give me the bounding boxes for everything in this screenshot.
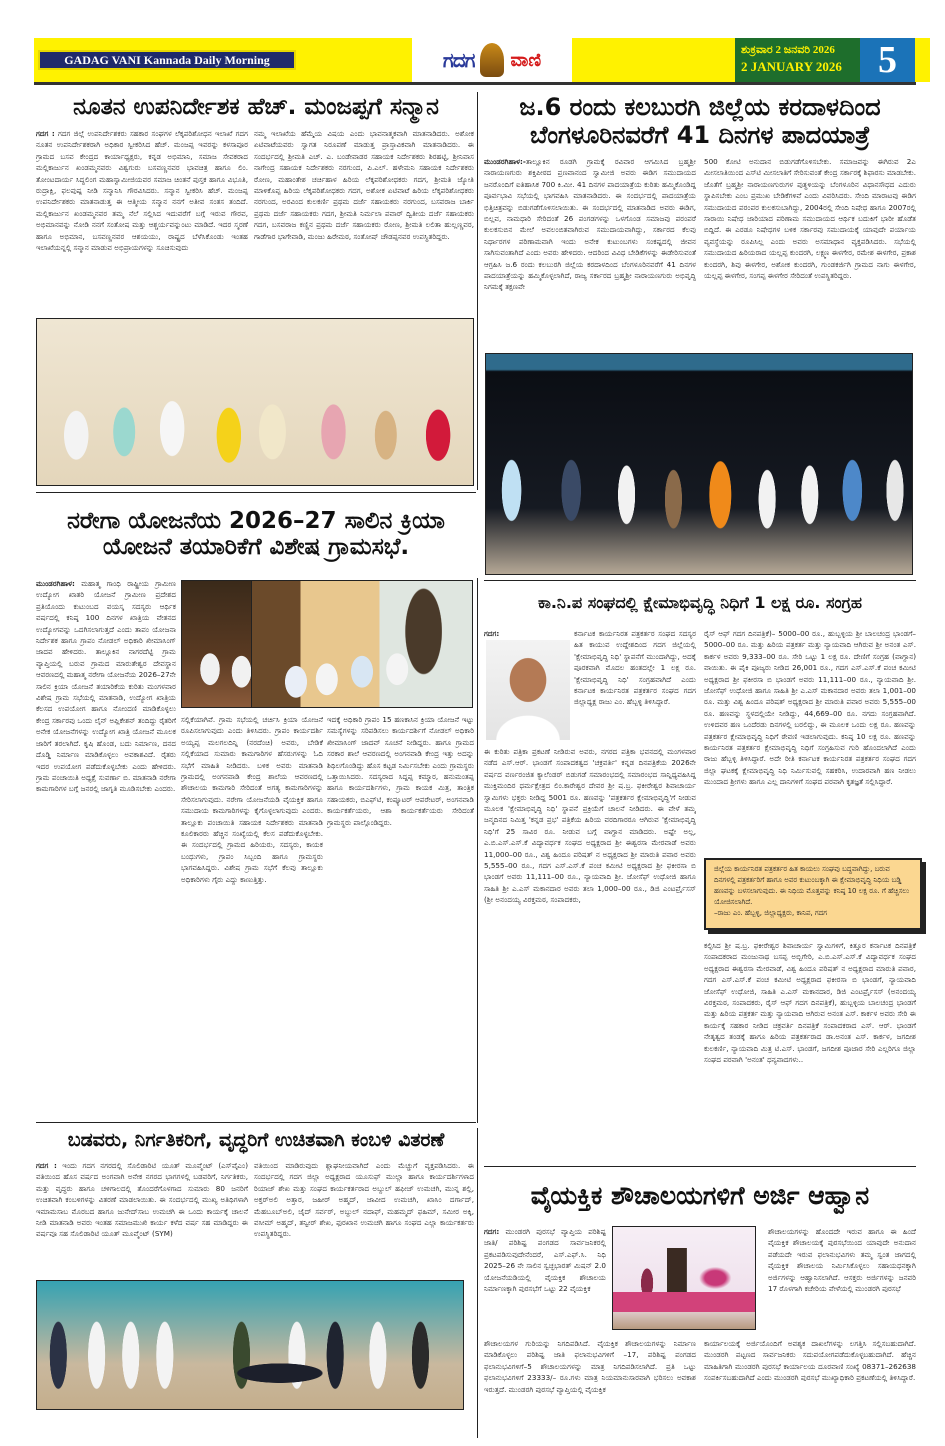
gramasabha-photo <box>181 580 253 708</box>
headline-line: ಬೆಂಗಳೂರಿನವರೆಗೆ 41 ದಿನಗಳ ಪಾದಯಾತ್ರೆ <box>530 120 870 149</box>
masthead-rule <box>34 82 916 85</box>
issue-date <box>735 38 860 82</box>
section-divider <box>484 580 916 581</box>
headline-narega <box>36 508 476 561</box>
padayatra-photo <box>485 353 913 575</box>
article-body-column <box>36 1160 248 1270</box>
pull-quote-box <box>704 858 922 930</box>
dateline: ಮುಂಡರಗಿಹಾಳ:- <box>484 157 526 166</box>
article-text: ತಾಲ್ಲೂಕಿನ ರೂಡಗಿ ಗ್ರಾಮಕ್ಕೆ ರವಿವಾರ ಆಗಮಿಸಿದ ಬ್ರಹ್ಮಶ್ರೀ ನಾರಾಯಣಗುರು ಶಕ್ತಿಪೀಠದ ಪ್ರಣವಾನಂದ ಸ್ವಾಮೀಜಿ ಅವರು ಈಡಿಗ ಸಮುದಾಯದ ಜನರೊಂದಿಗೆ ಐತಿಹಾಸಿಕ 700 ಕಿ.ಮೀ. 41 ದಿನಗಳ ಪಾದಯಾತ್ರೆಯ ಕುರಿತು ಹಮ್ಮಿಕೊಂಡಿದ್ದ ಪೂರ್ವಭಾವಿ ಸಭೆಯಲ್ಲಿ ಭಾಗವಹಿಸಿ ಮಾತನಾಡಿದರು. ಈ ಸಂದರ್ಭದಲ್ಲಿ ಪಾದಯಾತ್ರೆಯ ಭಿತ್ತಿಚಿತ್ರವನ್ನು ಬಿಡುಗಡೆಗೊಳಿಸಲಾಯಿತು. ಈ ಸಂದರ್ಭದಲ್ಲಿ ಮಾತನಾಡಿದ ಅವರು ಈಡಿಗ, ಬಿಲ್ಲವ, ನಾಮಧಾರಿ ಸೇರಿದಂತೆ 26 ಪಂಗಡಗಳನ್ನು ಒಳಗೊಂಡ ಸಮಾಜವು ಪರಂಪರೆ ಕುಲಕಸುಬಿನ ಮೇಲೆ ಅವಲಂಬಿತವಾಗಿರುವ ಸಮುದಾಯವಾಗಿದ್ದು, ಸರ್ಕಾರದ ಕೆಲವು ನಿರ್ಧಾರಗಳ ಪರಿಣಾಮವಾಗಿ ಇಂದು ಅನೇಕ ಕುಟುಂಬಗಳು ಸಂಕಷ್ಟದಲ್ಲಿ ಜೀವನ ಸಾಗಿಸುವಂತಾಗಿದೆ ಎಂದು ಅವರು ಹೇಳಿದರು. ಆದರಿಂದ ವಿವಿಧ ಬೇಡಿಕೆಗಳನ್ನು ಈಡೇರಿಸುವಂತೆ ಆಗ್ರಹಿಸಿ ಜ.6 ರಂದು ಕಲಬುರಗಿ ಜಿಲ್ಲೆಯ ಕರದಾಳದಿಂದ ಬೆಂಗಳೂರಿನವರೆಗೆ 41 ದಿನಗಳ ಪಾದಯಾತ್ರೆಯನ್ನು ಹಮ್ಮಿಕೊಳ್ಳಲಾಗಿದೆ, ರಾಜ್ಯ ಸರ್ಕಾರದ ಬ್ರಹ್ಮಶ್ರೀ ನಾರಾಯಣಗುರು ಅಭಿವೃದ್ಧಿ ನಿಗಮಕ್ಕೆ ತಕ್ಷಣವೇ <box>484 157 696 292</box>
logo-text-left: ಗದಗ <box>442 48 475 72</box>
headline-welfare-fund: ಕಾ.ನಿ.ಪ ಸಂಘದಲ್ಲಿ ಕ್ಷೇಮಾಭಿವೃದ್ಧಿ ನಿಧಿಗೆ 1 ಲಕ್ಷ ರೂ. ಸಂಗ್ರಹ <box>538 593 862 612</box>
article-body-column: ಈ ಕುರಿತು ಪತ್ರಿಕಾ ಪ್ರಕಟಣೆ ನೀಡಿರುವ ಅವರು, ನಗರದ ಪತ್ರಿಕಾ ಭವನದಲ್ಲಿ ಮಂಗಳವಾರ ನಡೆದ ಎಸ್.ಆರ್. ಭಾಂಡಗೆ ಸಂಪಾದಕತ್ವದ 'ಚಕ್ರವರ್ತಿ' ಕನ್ನಡ ದಿನಪತ್ರಿಕೆಯ 2026ನೇ ವರ್ಷದ ವರ್ಣರಂಜಿತ ಕ್ಯಾಲೆಂಡರ್ ಬಿಡುಗಡೆ ಸಮಾರಂಭದಲ್ಲಿ ಸಮಾರಂಭದ ಸಾನ್ನಿಧ್ಯವಹಿಸಿದ್ದ ಮುಕ್ತಿಮಂದಿರ ಧರ್ಮಕ್ಷೇತ್ರದ ಲಿಂ.ಕಾರೇಶ್ವರ ದೇವರ ಶ್ರೀ ಷ.ಬ್ರ. ಫಕೀರೇಶ್ವರ ಶಿವಾಚಾರ್ಯ ಸ್ವಾಮಿಗಳು ಭಕ್ತರು ನೀಡಿದ್ದ 5001 ರೂ. ಹಣವನ್ನು 'ಪತ್ರಕರ್ತರ ಕ್ಷೇಮಾಭಿವೃದ್ಧಿ'ಗೆ ನೀಡುವ ಮೂಲಕ 'ಕ್ಷೇಮಾಭಿವೃದ್ಧಿ ನಿಧಿ' ಸ್ಥಾಪನೆ ಪ್ರಕ್ರಿಯೆಗೆ ಚಾಲನೆ ನೀಡಿದರು. ಈ ವೇಳೆ ತಮ್ಮ ಜನ್ಮದಿನದ ನಿಮಿತ್ತ 'ಕನ್ನಡ ಪ್ರಭ' ಪತ್ರಿಕೆಯ ಹಿರಿಯ ವರದಿಗಾರರೂ ಆಗಿರುವ 'ಕ್ಷೇಮಾಭಿವೃದ್ಧಿ ನಿಧಿ'ಗೆ 25 ಸಾವಿರ ರೂ. ನೀಡುವ ಬಗ್ಗೆ ವಾಗ್ದಾನ ಮಾಡಿದರು. ಅಷ್ಟೇ ಅಲ್ಲ, ಎ.ಬಿ.ಎಸ್.ಎಸ್.ಕೆ ವಿದ್ಯಾವರ್ಧಕ ಸಂಘದ ಅಧ್ಯಕ್ಷರಾದ ಶ್ರೀ ಈಶ್ವರಸಾ ಮೇರವಾಡೆ ಅವರು 11,000–00 ರೂ., ವಿಶ್ವ ಹಿಂದೂ ಪರಿಷತ್ ನ ಅಧ್ಯಕ್ಷರಾದ ಶ್ರೀ ಮಾರುತಿ ಪವಾರ ಅವರು 5,555–00 ರೂ., ಗದಗ ಎಸ್.ಎಸ್.ಕೆ ಪಂಚ ಕಮೀಟಿ ಅಧ್ಯಕ್ಷರಾದ ಶ್ರೀ ಫಕೀರಸಾ ಬಿ ಭಾಂಡಗೆ ಅವರು 11,111–00 ರೂ., ನ್ಯಾಯವಾದಿ ಶ್ರೀ. ಜೋಸೆಫ್ ಉಧೋಜಿ ಹಾಗೂ ಸಾಹಿತಿ ಶ್ರೀ ಎ.ಎಸ್ ಮಕಾನದಾರ ಅವರು ತಲಾ 1,000–00 ರೂ., ಡಿಜಿ ಎಂಟರ್ಪ್ರೈಸಸ್ (ಶ್ರೀ ಅನಂದಯ್ಯ ವಿರಕ್ತಮಠ, ಸಂಪಾದಕರು, <box>484 747 696 905</box>
statue-icon <box>480 43 504 77</box>
article-body-column: ಸಲ್ಲಿಕೆಯಾಗಿವೆ. ಗ್ರಾಮ ಸಭೆಯಲ್ಲಿ ಚರ್ಚಿಸಿ ಕ್ರಿಯಾ ಯೋಜನೆ ರೂಪಿಸಲಾಗುವುದು ಎಂದು ತಿಳಿಸಿದರು. ಗ್ರಾಪಂ ಕಾರ್ಯದರ್ಶಿ ಅಯ್ಯಪ್ಪ ಮಲಗಲದಿನ್ನಿ (ನರದೆಂಚಿ) ಅವರು, ಬೇಡಿಕೆ ಸಲ್ಲಿಕೆಯಾದ ಸುಮಾರು ಕಾಮಗಾರಿಗಳ ಹೆಸರುಗಳನ್ನು ಓದಿ ಸಭೆಗೆ ಮಾಹಿತಿ ನೀಡಿದರು. ಬಳಿಕ ಅವರು ಮಾತನಾಡಿ ಗ್ರಾಮದಲ್ಲಿ ಅಂಗನವಾಡಿ ಕೇಂದ್ರ ಶಾಲೆಯ ಆವರಣದಲ್ಲಿ ಶೌಚಾಲಯ ಕಾಮಗಾರಿ ಸೇರಿದಂತೆ ಅಗತ್ಯ ಕಾಮಗಾರಿಗಳನ್ನು ಸೇರಿಸಲಾಗುವುದು. ನರೇಗಾ ಯೋಜನೆಯಡಿ ವೈಯಕ್ತಿಕ ಹಾಗೂ ಸಮುದಾಯ ಕಾಮಗಾರಿಗಳನ್ನು ಕೈಗೊಳ್ಳಲಾಗುವುದು ಎಂದರು. ತಾಲ್ಲೂಕು ಪಂಚಾಯಿತಿ ಸಹಾಯಕ ನಿರ್ದೇಶಕರು ಮಾತನಾಡಿ ಕೂಲಿಕಾರರು ಹೆಚ್ಚಿನ ಸಂಖ್ಯೆಯಲ್ಲಿ ಕೆಲಸ ಪಡೆದುಕೊಳ್ಳಬೇಕು. ಈ ಸಂದರ್ಭದಲ್ಲಿ ಗ್ರಾಮದ ಹಿರಿಯರು, ಸದಸ್ಯರು, ಕಾಯಕ ಬಂಧುಗಳು, ಗ್ರಾಪಂ ಸಿಬ್ಬಂದಿ ಹಾಗೂ ಗ್ರಾಮಸ್ಥರು ಭಾಗವಹಿಸಿದ್ದರು. ವಿಶೇಷ ಗ್ರಾಮ ಸಭೆಗೆ ಕೆಲವು ತಾಲ್ಲೂಕು ಅಧಿಕಾರಿಗಳು ಗೈರು ಎದ್ದು ಕಾಣುತ್ತಿತ್ತು. <box>181 715 323 884</box>
date-kannada: ಶುಕ್ರವಾರ 2 ಜನವರಿ 2026 <box>741 44 835 56</box>
column-divider <box>477 92 478 490</box>
article-body-column: ಕಲ್ಪಿಸಿದ ಶ್ರೀ ಷ.ಬ್ರ. ಫಕೀರೇಶ್ವರ ಶಿವಾಚಾರ್ಯ ಸ್ವಾಮಿಗಳಿಗೆ, ಕಿತ್ತೂರ ಕರ್ನಾಟಕ ದಿನಪತ್ರಿಕೆ ಸಂಪಾದಕರಾದ ಮಂಜುನಾಥ ಬಸಪ್ಪ ಅಬ್ಬಿಗೇರಿ, ಎ.ಬಿ.ಎಸ್.ಎಸ್.ಕೆ ವಿದ್ಯಾವರ್ಧಕ ಸಂಘದ ಅಧ್ಯಕ್ಷರಾದ ಈಶ್ವರಸಾ ಮೇರವಾಡೆ, ವಿಶ್ವ ಹಿಂದೂ ಪರಿಷತ್ ನ ಅಧ್ಯಕ್ಷರಾದ ಮಾರುತಿ ಪವಾರ, ಗದಗ ಎಸ್.ಎಸ್.ಕೆ ಪಂಚ ಕಮೀಟಿ ಅಧ್ಯಕ್ಷರಾದ ಫಕೀರಸಾ ಬಿ ಭಾಂಡಗೆ, ನ್ಯಾಯವಾದಿ ಜೋಸೆಫ್ ಉಧೋಜಿ, ಸಾಹಿತಿ ಎ.ಎಸ್ ಮಕಾನದಾರ, ಡಿಜಿ ಎಂಟರ್ಪ್ರೈಸಸ್ (ಅನಂದಯ್ಯ ವಿರಕ್ತಮಠ, ಸಂಪಾದಕರು, ರೈಸ್ ಆಫ್ ಗದಗ ದಿನಪತ್ರಿಕೆ), ಹುಬ್ಬಳ್ಳಿಯ ಬಾಲಚಂದ್ರ ಭಾಂಡಗೆ ಮತ್ತು ಹಿರಿಯ ಪತ್ರಕರ್ತ ಮತ್ತು ನ್ಯಾಯವಾದಿ ಆಗಿರುವ ಅನಂತ ಎಸ್. ಕಾರ್ಕಳ ಅವರು ಸೇರಿ ಈ ಕಾರ್ಯಕ್ಕೆ ಸಹಕಾರ ನೀಡಿದ ಚಕ್ರವರ್ತಿ ದಿನಪತ್ರಿಕೆ ಸಂಪಾದಕರಾದ ಎಸ್. ಆರ್. ಭಾಂಡಗೆ ನೇತೃತ್ವದ ತಂಡಕ್ಕೆ ಹಾಗೂ ಹಿರಿಯ ಪತ್ರಕರ್ತರಾದ ಡಾ.ಅನಂತ ಎಸ್. ಕಾರ್ಕಳ, ಜಗದೀಶ ಕುಲಕರ್ಣಿ, ನ್ಯಾಯವಾದಿ ಮಿತ್ರ ಟಿ.ಎಸ್. ಭಾಂಡಗೆ, ಜಗದೀಶ ಪೂಜಾರ ಸೇರಿ ಎಲ್ಲರಿಗೂ ಜಿಲ್ಲಾ ಸಂಘದ ಪರವಾಗಿ 'ಅನಂತ' ಧನ್ಯವಾದಗಳು.. <box>704 941 916 1065</box>
headline-felicitation: ನೂತನ ಉಪನಿರ್ದೇಶಕ ಹೆಚ್. ಮಂಜಪ್ಪಗೆ ಸನ್ಮಾನ <box>73 94 439 120</box>
section-divider <box>484 1166 916 1167</box>
edition-label: GADAG VANI Kannada Daily Morning <box>38 50 296 70</box>
headline-blankets: ಬಡವರು, ನಿರ್ಗತಿಕರಿಗೆ, ವೃದ್ಧರಿಗೆ ಉಚಿತವಾಗಿ ಕಂಬಳಿ ವಿತರಣೆ <box>67 1129 445 1151</box>
article-body-column: ಕಾರ್ಯಾಲಯಕ್ಕೆ ಅರ್ಜಿಯೊಂದಿಗೆ ಅವಶ್ಯಕ ದಾಖಲೆಗಳನ್ನು ಲಗತ್ತಿಸಿ ಸಲ್ಲಿಸಬಹುದಾಗಿದೆ. ಮುಂಡರಗಿ ಪಟ್ಟಣದ ಸಾರ್ವಜನಿಕರು ಸದುಪಯೋಗಪಡೆದುಕೊಳ್ಳಬಹುದಾಗಿದೆ. ಹೆಚ್ಚಿನ ಮಾಹಿತಿಗಾಗಿ ಮುಂಡರಗಿ ಪುರಸಭೆ ಕಾರ್ಯಾಲಯ ದೂರವಾಣಿ ಸಂಖ್ಯೆ 08371–262638 ಸಂಪರ್ಕಿಸಬಹುದಾಗಿದೆ ಎಂದು ಮುಂಡರಗಿ ಪುರಸಭೆ ಮುಖ್ಯಾಧಿಕಾರಿ ಪ್ರಕಟಣೆಯಲ್ಲಿ ತಿಳಿಸಿದ್ದಾರೆ. <box>704 1339 916 1383</box>
article-body-column: ವತಿಯಿಂದ ಮಾಡಿರುವುದು ಶ್ಲಾಘನೀಯವಾಗಿದೆ ಎಂದು ಮೆಚ್ಚುಗೆ ವ್ಯಕ್ತಪಡಿಸಿದರು. ಈ ಸಂದರ್ಭದಲ್ಲಿ ಗದಗ ಜಿಲ್ಲಾ ಅಧ್ಯಕ್ಷರಾದ ಯೂಸುಫ್ ಮುಲ್ಲಾ ಹಾಗೂ ಕಾರ್ಯದರ್ಶಿಗಳಾದ ರಿಯಾಜ್ ಶೇಖ ಮತ್ತು ಸಂಘದ ಕಾರ್ಯಕರ್ತರಾದ ಅಬ್ದುಲ್ ಹಫೀಜ್ ಉಮಚಗಿ, ಮುನ್ನ ಶಲ್ಲಿ, ಅಕ್ತರ್‌ಅಲಿ ಅತ್ತಾರ, ಜಹೀರ್ ಅಹ್ಮದ್, ಜಾವೀದ ಉಮಚಗಿ, ಖಾಸಿಂ ದರ್ಗಾದ್, ಮೆಹಬೂಬ್‌ಅಲಿ, ಜೈದ್ ಸರ್ವರ್, ಅಬ್ದುಲ್ ನದಾಫ್, ಮಹಮ್ಮದ್ ಫಹಿಮ್, ಸಮೀರ ಅಕ್ಕಿ, ವಸೀಮ್ ಅಹ್ಮದ್, ತನ್ವೀರ್ ಶೇಖ, ಫುರಖಾನ ಉಮಚಗಿ ಹಾಗೂ ಸಂಘದ ಎಲ್ಲಾ ಕಾರ್ಯಕರ್ತರು ಉಪಸ್ಥಿತರಿದ್ದರು. <box>254 1161 474 1239</box>
headline-line: ಯೋಜನೆ ತಯಾರಿಕೆಗೆ ವಿಶೇಷ ಗ್ರಾಮಸಭೆ. <box>102 534 410 561</box>
article-text: ಮಹಾತ್ಮ ಗಾಂಧಿ ರಾಷ್ಟ್ರೀಯ ಗ್ರಾಮೀಣ ಉದ್ಯೋಗ ಖಾತರಿ ಯೋಜನೆ ಗ್ರಾಮೀಣ ಪ್ರದೇಶದ ಪ್ರತಿಯೊಂದು ಕುಟುಂಬದ ವಯಸ್ಕ ಸದಸ್ಯರು ಆರ್ಥಿಕ ವರ್ಷದಲ್ಲಿ ಕನಿಷ್ಠ 100 ದಿನಗಳ ಖಾತ್ರಿಯ ವೇತನದ ಉದ್ಯೋಗವನ್ನು ಒದಗಿಸಲಾಗುತ್ತದೆ ಎಂದು ತಾಪಂ ಯೋಜನಾ ನಿರ್ದೇಶಕ ಹಾಗೂ ಗ್ರಾಪಂ ನೋಡಲ್ ಅಧಿಕಾರಿ ಖೀಮಾಸಿಂಗ್ ಜಾದವ ಹೇಳಿದರು. ತಾಲ್ಲೂಕಿನ ನಾಗರದೆಟ್ಟಿ ಗ್ರಾಮ ವ್ಯಾಪ್ತಿಯಲ್ಲಿ ಬರುವ ಗ್ರಾಮದ ಮಾರುತೇಶ್ವರ ದೇವಸ್ಥಾನ ಆವರಣದಲ್ಲಿ ಮಹಾತ್ಮ ನರೇಗಾ ಯೋಜನೆಯ 2026–27ನೇ ಸಾಲಿನ ಕ್ರಿಯಾ ಯೋಜನೆ ತಯಾರಿಕೆಯ ಕುರಿತು ಮಂಗಳವಾರ ವಿಶೇಷ ಗ್ರಾಮ ಸಭೆಯಲ್ಲಿ ಮಾತನಾಡಿ, ಉದ್ಯೋಗ ಖಾತ್ರಿಯ ಕೆಲಸದ ಉಪಯೋಗ ಹಾಗೂ ನೋಂದಣಿ ಮಾಡಿಕೊಳ್ಳಲು ಕೇಂದ್ರ ಸರ್ಕಾರವು ಒಂದು ಲೈನ್ ಅಪ್ಲಿಕೇಶನ್ ತಂದಿದ್ದು ರೈತರಿಗೆ ಅನೇಕ ಯೋಜನೆಗಳನ್ನು ಉದ್ಯೋಗ ಖಾತ್ರಿ ಯೋಜನೆ ಮೂಲಕ ಜಾರಿಗೆ ತರಲಾಗಿದೆ. ಕೃಷಿ ಹೊಂಡ, ಬದು ನಿರ್ಮಾಣ, ದನದ ದೊಡ್ಡಿ ನಿರ್ಮಾಣ ಮಾಡಿಕೊಳ್ಳಲು ಅವಕಾಶವಿದೆ. ರೈತರು ಇದರ ಉಪಯೋಗ ಪಡೆದುಕೊಳ್ಳಬೇಕು ಎಂದು ಹೇಳಿದರು. ಗ್ರಾಮ ಪಂಚಾಯಿತಿ ಅಧ್ಯಕ್ಷೆ ಸುವರ್ಣಾ ಬಿ. ಮಾತನಾಡಿ ನರೇಗಾ ಕಾಮಗಾರಿಗಳ ಬಗ್ಗೆ ಜನರಲ್ಲಿ ಜಾಗೃತಿ ಮೂಡಿಸಬೇಕು ಎಂದರು. <box>36 579 176 794</box>
dateline: ಗದಗ: <box>484 629 500 638</box>
article-body-column: ಇದಕ್ಕೆ ಅಧಿಕಾರಿ ಗ್ರಾಪಂ 15 ಹಣಕಾಸಿನ ಕ್ರಿಯಾ ಯೋಜನೆ ಇಟ್ಟು ಸಮಸ್ಯೆಗಳನ್ನು ಸರಿಪಡಿಸಲು ಕಾರ್ಯದರ್ಶಿಗೆ ನೋಡಲ್ ಅಧಿಕಾರಿ ಖೀಮಾಸಿಂಗ್ ಜಾದವ್ ಸೂಚನೆ ನೀಡಿದ್ದರು. ಹಾಗೂ ಗ್ರಾಮದ ಸರಕಾರ ಶಾಲೆ ಆವರಣದಲ್ಲಿ ಅಂಗನವಾಡಿ ಕೇಂದ್ರ ಇತ್ತು ಅದನ್ನು ಶಿಥಿಲಗೊಂಡಿದ್ದು ಹೊಸ ಕಟ್ಟಡ ನಿರ್ಮಿಸಬೇಕು ಎಂದು ಗ್ರಾಮಸ್ಥರು ಒತ್ತಾಯಿಸಿದರು. ಸದಸ್ಯರಾದ ಸಿದ್ದಪ್ಪ ಕಮ್ಮಾರ, ಹನುಮಂತಪ್ಪ ಹಾಗೂ ಕಾರ್ಯದರ್ಶಿಗಳು, ಗ್ರಾಮ ಕಾಯಕ ಮಿತ್ರ, ತಾಂತ್ರಿಕ ಸಹಾಯಕರು, ಬಿಎಫ್‌ಟಿ, ಕಂಪ್ಯೂಟರ್ ಆಪರೇಟರ್, ಅಂಗನವಾಡಿ ಕಾರ್ಯಕರ್ತೆಯರು, ಆಶಾ ಕಾರ್ಯಕರ್ತೆಯರು ಸೇರಿದಂತೆ ಗ್ರಾಮಸ್ಥರು ಪಾಲ್ಗೊಂಡಿದ್ದರು. <box>327 715 474 827</box>
article-text: ಗದಗ ಜಿಲ್ಲೆ ಉಪನಿರ್ದೇಶಕರು ಸಹಕಾರ ಸಂಘಗಳ ಲೆಕ್ಕಪರಿಶೋಧನ ಇಲಾಖೆ ಗದಗ ನೂತನ ಉಪನಿರ್ದೇಶಕರಾಗಿ ಅಧಿಕಾರ ಸ್ವೀಕರಿಸಿದ ಹೆಚ್. ಮಂಜಪ್ಪ ಇವರನ್ನು ಕಳಸಾಪೂರ ಗ್ರಾಮದ ಬಸವ ಕೇಂದ್ರದ ಕಾರ್ಯಾಧ್ಯಕ್ಷರು, ಕನ್ನಡ ಅಭಿಮಾನಿ, ಸಮಾಜ ಸೇವಕರಾದ ಮಲ್ಲಿಕಾರ್ಜುನ ಖಂಡಮ್ಮನವರು ವಿಶ್ವಗುರು ಬಸವಣ್ಣನವರ ಭಾವಚಿತ್ರ ಹಾಗೂ ಲಿಂ. ತೋಂಟದಾರ್ಯ ಸಿದ್ಧಲಿಂಗ ಮಹಾಸ್ವಾಮೀಜಿಯವರ ಸಮಾಜ ಚಿಂತನೆ ಪುಸ್ತಕ ಹಾಗೂ ವಿಭೂತಿ, ರುದ್ರಾಕ್ಷಿ, ಫಲಪುಷ್ಪ ನೀಡಿ ಸನ್ಮಾನಿಸಿ ಗೌರವಿಸಿದರು. ಸನ್ಮಾನ ಸ್ವೀಕರಿಸಿ ಹೆಚ್. ಮಂಜಪ್ಪ ಉಪನಿರ್ದೇಶಕರು ಮಾತನಾಡುತ್ತ ಈ ಆತ್ಮೀಯ ಸನ್ಮಾನ ನನಗೆ ಅತೀವ ಸಂತಸ ತಂದಿದೆ. ಮಲ್ಲಿಕಾರ್ಜುನ ಖಂಡಮ್ಮನವರ ತಮ್ಮ ನೆಲೆ ಸಲ್ಲಿಸಿದ ಇದುವರೆಗೆ ಬಗ್ಗೆ ಇರುವ ಗೌರವ, ಅಭಿಮಾನವನ್ನು ನೋಡಿ ನನಗೆ ಸಂತೋಷ ಮತ್ತು ಆಶ್ಚರ್ಯವನ್ನುಂಟು ಮಾಡಿದೆ. ಇದರ ಸ್ಮರಣೆ ಹಾಗೂ ಅಭಿಮಾನ, ಬಸವಣ್ಣನವರ ಆಶಯಯು, ರಾಷ್ಟ್ರದ ಬೆಳೆಸಿಕೊಂಡು ಇಂತಹ ಇಲಾಖೆಯನ್ನಲ್ಲಿ ಸನ್ಮಾನ ಮಾಡುವ ಅಭಿಪ್ರಾಯಗಳನ್ನು ಸೂಚಿಸುವುದು <box>36 129 248 253</box>
article-text: ಮುಂಡರಗಿ ಪುರಸಭೆ ವ್ಯಾಪ್ತಿಯ ಪರಿಶಿಷ್ಟ ಜಾತಿ/ ಪರಿಶಿಷ್ಟ ಪಂಗಡದ ಸಾರ್ವಜನಿಕರಲ್ಲಿ ಪ್ರಕಟಪಡಿಸುವುದೇನೆಂದರೆ, ಎಸ್.ಎಫ್.ಸಿ. ನಿಧಿ 2025–26 ನೇ ಸಾಲಿನ ಸ್ವಚ್ಛಭಾರತ್ ಮಿಷನ್ 2.0 ಯೋಜನೆಯಡಿಯಲ್ಲಿ ವೈಯಕ್ತಿಕ ಶೌಚಾಲಯ ನಿರ್ಮಾಣಕ್ಕಾಗಿ ಪುರಸಭೆಗೆ ಒಟ್ಟು 22 ವೈಯಕ್ತಿಕ <box>484 1227 606 1294</box>
article-body-column <box>484 156 696 346</box>
article-body-column: ನಮ್ಮ ಇಲಾಖೆಯ ಹೆಮ್ಮೆಯ ವಿಷಯ ಎಂದು ಭಾವನಾತ್ಮಕವಾಗಿ ಮಾತನಾಡಿದರು. ಅಶೋಕ ಏಟಿವಾಟೆಯವರು ಸ್ವಾಗತ ನಿರೂಪಣೆ ಮಾಡುತ್ತ ಪ್ರಾಸ್ತಾವಿಕವಾಗಿ ಮಾತನಾಡಿದರು. ಈ ಸಂದರ್ಭದಲ್ಲಿ ಶ್ರೀಮತಿ ಎಚ್. ಎ. ಬಂಡೇವಾಡರ ಸಹಾಯಕ ನಿರ್ದೇಶಕರು ಶಿರಹಟ್ಟಿ, ಶ್ರೀನಿವಾಸ ನಾಗೇಂದ್ರ ಸಹಾಯಕ ನಿರ್ದೇಶಕರು ನರಗುಂದ, ಪಿ.ಎಲ್. ಹಳೇಮನಿ ಸಹಾಯಕ ನಿರ್ದೇಶಕರು ರೋಣ, ಮಹಾಂತೇಶ ಚರ್ಚಿಹಾಳ ಹಿರಿಯ ಲೆಕ್ಕಪರಿಶೋಧಕರು ಗದಗ, ಶ್ರೀಮತಿ ಜ್ಯೋತಿ ಮಾಳಿಕೊಪ್ಪ ಹಿರಿಯ ಲೆಕ್ಕಪರಿಶೋಧಕರು ಗದಗ, ಅಶೋಕ ಏಟಿವಾಟೆ ಹಿರಿಯ ಲೆಕ್ಕಪರಿಶೋಧಕರು ನರಗುಂದ, ಅರವಿಂದ ಕುಲಕರ್ಣಿ ಪ್ರಥಮ ದರ್ಜೆ ಸಹಾಯಕರು ನರಗುಂದ, ಬಸವರಾಜ ಬಾರ್ಕಿ ಪ್ರಥಮ ದರ್ಜೆ ಸಹಾಯಕರು ಗದಗ, ಶ್ರೀಮತಿ ನಿರ್ಮಲಾ ಪವಾರ್ ದ್ವಿತೀಯ ದರ್ಜೆ ಸಹಾಯಕರು ಗದಗ, ಬಸವರಾಜ ಕಣ್ಣಿನ ಪ್ರಥಮ ದರ್ಜೆ ಸಹಾಯಕರು ರೋಣ, ಶ್ರೀಮತಿ ಲಲಿತಾ ಹುಲ್ಲಣ್ಣವರ, ಗಾಡೆಗಾರ ಭಾಗೇವಾಡಿ, ಮಂಜು ಹಿರೇಮಠ, ಸಂತೋಷ್ ಚೌಡಪ್ಪನವರ ಉಪಸ್ಥಿತರಿದ್ದರು. <box>254 129 474 241</box>
headline-toilets: ವೈಯಕ್ತಿಕ ಶೌಚಾಲಯಗಳಿಗೆ ಅರ್ಜಿ ಆಹ್ವಾನ <box>530 1181 870 1210</box>
logo-text-right: ವಾಣಿ <box>510 49 542 71</box>
section-divider <box>36 1122 476 1123</box>
pull-quote-text: ಜಿಲ್ಲೆಯ ಕಾರ್ಯನಿರತ ಪತ್ರಕರ್ತರ ಹಿತ ಕಾಯಲು ಸಂಘವು ಬದ್ಧವಾಗಿದ್ದು, ಬರುವ ದಿನಗಳಲ್ಲಿ ಪತ್ರಕರ್ತರಿಗೆ ಹಾಗೂ ಅವರ ಕುಟುಂಬಕ್ಕಾಗಿ ಈ ಕ್ಷೇಮಾಭಿವೃದ್ಧಿ ನಿಧಿಯ ಬಡ್ಡಿ ಹಣವನ್ನು ಬಳಸಲಾಗುವುದು. ಈ ನಿಧಿಯ ಮೊತ್ತವನ್ನು ಕನಿಷ್ಠ 10 ಲಕ್ಷ ರೂ. ಗೆ ಹೆಚ್ಚಿಸಲು ಯೋಜಿಸಲಾಗಿದೆ. <box>714 865 910 906</box>
gramasabha-photo <box>251 580 473 708</box>
dateline: ಗದಗ: <box>484 1227 500 1236</box>
article-text: ಇಂದು ಗದಗ ನಗರದಲ್ಲಿ ಸೊಲಿಡಾರಿಟಿ ಯೂತ್ ಮೂವ್ಮೆಂಟ್ (ಎಸ್‌ವೈಎಂ) ವತಿಯಿಂದ ಹೊಸ ವರ್ಷದ ಅಂಗವಾಗಿ ಅನೇಕ ನಗರದ ಭಾಗಗಳಲ್ಲಿ ಬಡವರಿಗೆ, ನಿರ್ಗತಿಕರು, ಮತ್ತು ವೃದ್ಧರು ಹಾಗೂ ಚಳಿಗಾಲದಲ್ಲಿ ತೊಂದರೆಗೊಳಗಾದ ಸುಮಾರು 80 ಜನರಿಗೆ ಉಚಿತವಾಗಿ ಕಂಬಳಿಗಳನ್ನು ವಿತರಣೆ ಮಾಡಲಾಯಿತು. ಈ ಸಂದರ್ಭದಲ್ಲಿ ಮುಖ್ಯ ಅತಿಥಿಗಳಾಗಿ ಇಮಾಮಸಾಬ ಮೊರಬದ ಹಾಗೂ ಜುನೇದ್‌ಸಾಬ ಉಮಚಗಿ ಈ ಒಂದು ಕಾರ್ಯಕ್ಕೆ ಚಾಲನೆ ನೀಡಿ ಮಾತನಾಡಿ ಅವರು ಇಂತಹ ಸಮಾಜಮುಖಿ ಕಾರ್ಯ ಕಳೆದ ವರ್ಷ ಸಹ ಮಾಡಿದ್ದರು ಈ ವರ್ಷವೂ ಸಹ ಸೊಲಿಡಾರಿಟಿ ಯೂತ್ ಮೂವ್ಮೆಂಟ್ (SYM) <box>36 1161 248 1239</box>
dateline: ಗದಗ : <box>36 1161 57 1170</box>
article-body-column: ಕರ್ನಾಟಕ ಕಾರ್ಯನಿರತ ಪತ್ರಕರ್ತರ ಸಂಘದ ಸದಸ್ಯರ ಹಿತ ಕಾಯುವ ಉದ್ದೇಶದಿಂದ ಗದಗ ಜಿಲ್ಲೆಯಲ್ಲಿ 'ಕ್ಷೇಮಾಭಿವೃದ್ಧಿ ನಿಧಿ' ಸ್ಥಾಪನೆಗೆ ಮುಂದಾಗಿದ್ದು, ಅದಕ್ಕೆ ಪೂರಕವಾಗಿ ಮೊದಲ ಹಂತದಲ್ಲೇ 1 ಲಕ್ಷ ರೂ. 'ಕ್ಷೇಮಾಭಿವೃದ್ಧಿ ನಿಧಿ' ಸಂಗ್ರಹವಾಗಿದೆ ಎಂದು ಕರ್ನಾಟಕ ಕಾರ್ಯನಿರತ ಪತ್ರಕರ್ತರ ಸಂಘದ ಗದಗ ಜಿಲ್ಲಾಧ್ಯಕ್ಷ ರಾಜು ಎಂ. ಹೆಬ್ಬಳ್ಳಿ ತಿಳಿಸಿದ್ದಾರೆ. <box>574 629 696 707</box>
article-body-column <box>36 128 248 314</box>
dateline: ಮುಂಡರಗಿಹಾಳ: <box>36 579 75 588</box>
article-body-column: 500 ಕೋಟಿ ಅನುದಾನ ಬಿಡುಗಡೆಗೊಳಿಸಬೇಕು. ಸಮಾಜವನ್ನು ಈಗಿರುವ 2ಎ ಮೀಸಲಾತಿಯಿಂದ ಎಸ್‌ಟಿ ಮೀಸಲಾತಿಗೆ ಸೇರಿಸುವಂತೆ ಕೇಂದ್ರ ಸರ್ಕಾರಕ್ಕೆ ಶಿಫಾರಸು ಮಾಡಬೇಕು. ಜೊತೆಗೆ ಬ್ರಹ್ಮಶ್ರೀ ನಾರಾಯಣಗುರುಗಳ ಪುತ್ಥಳಿಯನ್ನು ಬೆಂಗಳೂರಿನ ವಿಧಾನಸೌಧದ ಎದುರು ಸ್ಥಾಪಿಸಬೇಕು ಎಂಬ ಪ್ರಮುಖ ಬೇಡಿಕೆಗಳಿವೆ ಎಂದು ವಿವರಿಸಿದರು. ಸೇಂದಿ ಮಾರಾಟವು ಈಡಿಗ ಸಮುದಾಯದ ಪರಂಪರ ಕುಲಕಸುಬಾಗಿದ್ದು, 2004ರಲ್ಲಿ ಸೇಂದಿ ನಿಷೇಧ ಹಾಗೂ 2007ರಲ್ಲಿ ಸಾರಾಯಿ ನಿಷೇಧ ಜಾರಿಯಾದ ಪರಿಣಾಮ ಸಮುದಾಯದ ಆರ್ಥಿಕ ಬದುಕಿಗೆ ಭಾರೀ ಹೊಡೆತ ಬಿದ್ದಿದೆ. ಈ ಎರಡೂ ನಿಷೇಧಗಳ ಬಳಿಕ ಸರ್ಕಾರವು ಸಮುದಾಯಕ್ಕೆ ಯಾವುದೇ ಪರ್ಯಾಯ ವ್ಯವಸ್ಥೆಯನ್ನು ರೂಪಿಸಿಲ್ಲ ಎಂದು ಅವರು ಅಸಮಾಧಾನ ವ್ಯಕ್ತಪಡಿಸಿದರು. ಸಭೆಯಲ್ಲಿ ಸಮುದಾಯದ ಹಿರಿಯರಾದ ಯಲ್ಲಪ್ಪ ಕುಂದರಗಿ, ಲಕ್ಷ್ಮಣ ಈಳಗೇರ, ರಮೇಶ ಈಳಗೇರ, ಪ್ರಕಾಶ ಕುಂದರಗಿ, ಶಿವು ಈಳಗೇರ, ಅಶೋಕ ಕುಂದರಗಿ, ಗುಂಡಕರ್ಜಿಗಿ ಗ್ರಾಮದ ನಾಗು ಈಳಗೇರ, ಯಲ್ಲಪ್ಪ ಈಳಗೇರ, ಸಂಗಪ್ಪ ಈಳಗೇರ ಸೇರಿದಂತೆ ಉಪಸ್ಥಿತರಿದ್ದರು. <box>704 157 916 281</box>
dateline: ಗದಗ : <box>36 129 55 138</box>
section-divider <box>36 492 476 493</box>
headline-line: ನರೇಗಾ ಯೋಜನೆಯ 2026–27 ಸಾಲಿನ ಕ್ರಿಯಾ <box>67 508 445 534</box>
column-divider <box>477 1128 478 1438</box>
felicitation-photo <box>36 318 474 486</box>
article-body-column: ರೈಸ್ ಆಫ್ ಗದಗ ದಿನಪತ್ರಿಕೆ)– 5000–00 ರೂ., ಹುಬ್ಬಳ್ಳಿಯ ಶ್ರೀ ಬಾಲಚಂದ್ರ ಭಾಂಡಗೆ– 5000–00 ರೂ. ಮತ್ತು ಹಿರಿಯ ಪತ್ರಕರ್ತ ಮತ್ತು ನ್ಯಾಯವಾದಿ ಆಗಿರುವ ಶ್ರೀ ಅನಂತ ಎಸ್. ಕಾರ್ಕಳ ಅವರು 9,333–00 ರೂ. ಸೇರಿ ಒಟ್ಟು 1 ಲಕ್ಷ ರೂ. ದೇಣಿಗೆ ಸಂಗ್ರಹ (ವಾಗ್ದಾನ) ವಾಯಿತು. ಈ ಪೈಕಿ ಪೂಜ್ಯರು ನೀಡಿದ 26,001 ರೂ., ಗದಗ ಎಸ್.ಎಸ್.ಕೆ ಪಂಚ ಕಮೀಟಿ ಅಧ್ಯಕ್ಷರಾದ ಶ್ರೀ ಫಕೀರಸಾ ಬಿ ಭಾಂಡಗೆ ಅವರು 11,111–00 ರೂ., ನ್ಯಾಯವಾದಿ ಶ್ರೀ. ಜೋಸೆಫ್ ಉಧೋಜಿ ಹಾಗೂ ಸಾಹಿತಿ ಶ್ರೀ ಎ.ಎಸ್ ಮಕಾನದಾರ ಅವರು ತಲಾ 1,001–00 ರೂ. ಮತ್ತು ವಿಶ್ವ ಹಿಂದೂ ಪರಿಷತ್ ಅಧ್ಯಕ್ಷರಾದ ಶ್ರೀ ಮಾರುತಿ ಪವಾರ ಅವರು 5,555–00 ರೂ. ಹಣವನ್ನು ಸ್ಥಳದಲ್ಲಿಯೇ ನೀಡಿದ್ದು, 44,669–00 ರೂ. ನಗದು ಸಂಗ್ರಹವಾಗಿದೆ. ಉಳಿದವರ ಹಣ ಒಂದೆರಡು ದಿನಗಳಲ್ಲಿ ಬರಲಿದ್ದು, ಈ ಮೂಲಕ ಒಂದು ಲಕ್ಷ ರೂ. ಹಣವನ್ನು ಪತ್ರಕರ್ತರ ಕ್ಷೇಮಾಭಿವೃದ್ಧಿ ನಿಧಿಗೆ ಠೇವಣಿ ಇಡಲಾಗುವುದು. ಕನಿಷ್ಠ 10 ಲಕ್ಷ ರೂ. ಹಣವನ್ನು ಕಾರ್ಯನಿರತ ಪತ್ರಕರ್ತರ ಕ್ಷೇಮಾಭಿವೃದ್ಧಿ ನಿಧಿಗೆ ಸಂಗ್ರಹಿಸುವ ಗುರಿ ಹೊಂದಲಾಗಿದೆ ಎಂದು ರಾಜು ಹೆಬ್ಬಳ್ಳಿ ತಿಳಿಸಿದ್ದಾರೆ. ಅದೇ ರೀತಿ ಕರ್ನಾಟಕ ಕಾರ್ಯನಿರತ ಪತ್ರಕರ್ತರ ಸಂಘದ ಗದಗ ಜಿಲ್ಲಾ ಘಟಕಕ್ಕೆ ಕ್ಷೇಮಾಭಿವೃದ್ಧಿ ನಿಧಿ ನಿರ್ಮಿಸುವಲ್ಲಿ ಸಹಕರಿಸಿ, ಉದಾರವಾಗಿ ಹಣ ನೀಡಲು ಮುಂದಾದ ಶ್ರೀಗಳು ಹಾಗೂ ಎಲ್ಲ ದಾನಿಗಳಿಗೆ ಸಂಘದ ಪರವಾಗಿ ಕೃತಜ್ಞತೆ ಸಲ್ಲಿಸಿದ್ದಾರೆ. <box>704 629 916 787</box>
headline-padayatra <box>484 94 916 149</box>
journalist-portrait <box>486 640 570 740</box>
column-divider <box>477 578 478 1123</box>
article-body-column: ಶೌಚಾಲಯಗಳ ಗುರಿಯನ್ನು ನಿಗದಿಪಡಿಸಿದೆ. ವೈಯಕ್ತಿಕ ಶೌಚಾಲಯಗಳನ್ನು ನಿರ್ಮಾಣ ಮಾಡಿಕೊಳ್ಳಲು ಪರಿಶಿಷ್ಟ ಜಾತಿ ಫಲಾನುಭವಿಗಳಿಗೆ –17, ಪರಿಶಿಷ್ಟ ಪಂಗಡದ ಫಲಾನುಭವಿಗಳಿಗೆ–5 ಶೌಚಾಲಯಗಳನ್ನು ಮಾತ್ರ ನಿಗದಿಪಡಿಸಲಾಗಿದೆ. ಪ್ರತಿ ಒಟ್ಟು ಫಲಾನುಭವಿಗಳಿಗೆ 23333/– ರೂ.ಗಳು ಮಾತ್ರ ನಿಯಮಾನುಸಾರವಾಗಿ ಭರಿಸಲು ಅವಕಾಶ ಇರುತ್ತದೆ. ಮುಂಡರಗಿ ಪುರಸಭೆ ವ್ಯಾಪ್ತಿಯಲ್ಲಿ ವೈಯಕ್ತಿಕ <box>484 1339 696 1394</box>
article-body-column: ಶೌಚಾಲಯಗಳನ್ನು ಹೊಂದದೇ ಇರುವ ಹಾಗೂ ಈ ಹಿಂದೆ ವೈಯಕ್ತಿಕ ಶೌಚಾಲಯಕ್ಕೆ ಪುರಸಭೆಯಿಂದ ಯಾವುದೇ ಅನುದಾನ ಪಡೆಯದೇ ಇರುವ ಫಲಾನುಭವಿಗಳು ತಮ್ಮ ಸ್ವಂತ ಜಾಗದಲ್ಲಿ ವೈಯಕ್ತಿಕ ಶೌಚಾಲಯ ನಿರ್ಮಿಸಿಕೊಳ್ಳಲು ಸಹಾಯಧನಕ್ಕಾಗಿ ಅರ್ಜಿಗಳನ್ನು ಆಹ್ವಾನಿಸಲಾಗಿದೆ. ಆಸಕ್ತರು ಅರ್ಜಿಗಳನ್ನು ಜನವರಿ 17 ರೊಳಗಾಗಿ ಕಚೇರಿಯ ವೇಳೆಯಲ್ಲಿ ಮುಂಡರಗಿ ಪುರಸಭೆ <box>768 1227 916 1294</box>
blanket-distribution-photo <box>36 1280 464 1410</box>
newspaper-logo <box>412 38 572 82</box>
article-body-column <box>484 1226 606 1336</box>
date-english: 2 JANUARY 2026 <box>741 59 842 74</box>
pull-quote-attribution: –ರಾಜು ಎಂ. ಹೆಬ್ಬಳ್ಳಿ, ಜಿಲ್ಲಾಧ್ಯಕ್ಷರು, ಕಾನಿಪ, ಗದಗ <box>714 909 827 917</box>
headline-line: ಜ.6 ರಂದು ಕಲಬುರಗಿ ಜಿಲ್ಲೆಯ ಕರದಾಳದಿಂದ <box>519 93 881 121</box>
toilet-building-photo <box>612 1226 756 1330</box>
article-body-column <box>36 578 176 1118</box>
page-number: 5 <box>860 38 915 82</box>
